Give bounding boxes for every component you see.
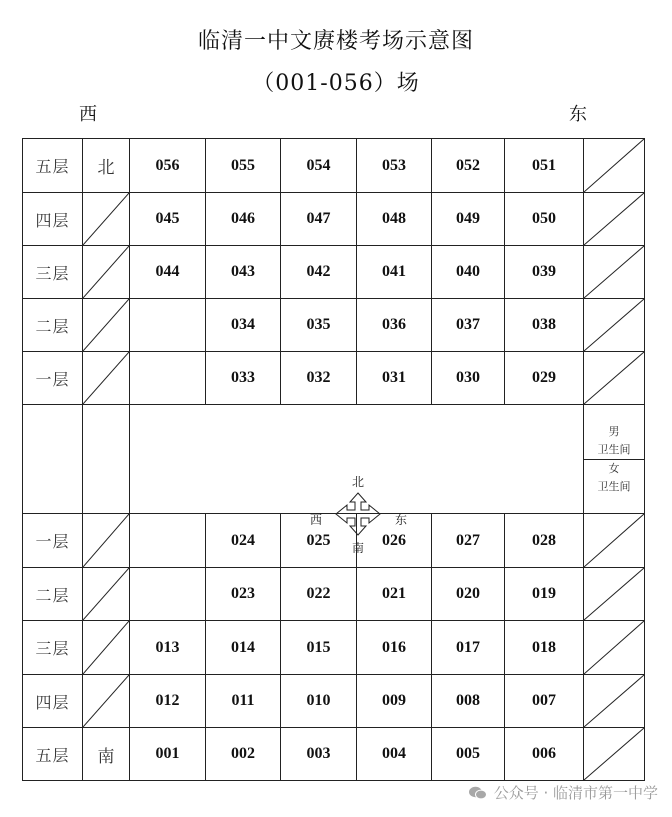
stairwell-cell — [83, 675, 130, 728]
compass-west-label: 西 — [310, 513, 323, 527]
slash-icon — [83, 299, 129, 351]
exam-room-number: 055 — [206, 139, 281, 193]
exam-room-number: 043 — [206, 246, 281, 299]
slash-icon — [584, 728, 644, 780]
orientation-label: 南 — [83, 728, 130, 781]
male-restroom-gender: 男 — [608, 424, 620, 438]
slash-icon — [83, 621, 129, 674]
exam-room-number: 009 — [357, 675, 432, 728]
slash-icon — [83, 352, 129, 404]
lower-floors — [23, 514, 645, 781]
exam-room-number: 042 — [281, 246, 357, 299]
slash-icon — [584, 299, 644, 351]
exam-room-number: 013 — [130, 621, 206, 675]
stairwell-cell — [584, 139, 645, 193]
exam-room-number: 040 — [432, 246, 505, 299]
floor-row — [23, 568, 645, 621]
exam-room-number: 008 — [432, 675, 505, 728]
empty-cell — [130, 514, 206, 568]
floor-row — [23, 352, 645, 405]
exam-room-number: 011 — [206, 675, 281, 728]
male-restroom — [584, 423, 644, 459]
exam-room-number: 035 — [281, 299, 357, 352]
floor-label: 五层 — [23, 728, 83, 781]
stairwell-cell — [584, 675, 645, 728]
exam-room-number: 012 — [130, 675, 206, 728]
exam-room-number: 024 — [206, 514, 281, 568]
slash-icon — [584, 139, 644, 192]
exam-room-number: 027 — [432, 514, 505, 568]
floor-label: 二层 — [23, 568, 83, 621]
page-title: 临清一中文赓楼考场示意图 — [197, 29, 474, 54]
slash-icon — [584, 568, 644, 620]
orientation-label: 北 — [83, 139, 130, 193]
male-restroom-label: 卫生间 — [597, 442, 631, 456]
exam-room-number: 034 — [206, 299, 281, 352]
exam-room-number: 026 — [357, 514, 432, 568]
slash-icon — [83, 246, 129, 298]
stairwell-cell — [584, 514, 645, 568]
exam-room-number: 007 — [505, 675, 584, 728]
compass-north-label: 北 — [352, 475, 365, 489]
floor-label: 三层 — [23, 621, 83, 675]
exam-room-number: 038 — [505, 299, 584, 352]
stairwell-cell — [584, 621, 645, 675]
exam-room-number: 001 — [130, 728, 206, 781]
slash-icon — [584, 246, 644, 298]
exam-room-number: 005 — [432, 728, 505, 781]
floor-row — [23, 728, 645, 781]
courtyard-blank-left — [23, 405, 83, 514]
stairwell-cell — [83, 621, 130, 675]
exam-room-number: 051 — [505, 139, 584, 193]
stairwell-cell — [584, 568, 645, 621]
floor-label: 四层 — [23, 675, 83, 728]
slash-icon — [83, 193, 129, 245]
floor-row — [23, 139, 645, 193]
slash-icon — [83, 514, 129, 567]
exam-room-number: 006 — [505, 728, 584, 781]
exam-room-number: 028 — [505, 514, 584, 568]
exam-room-number: 053 — [357, 139, 432, 193]
slash-icon — [584, 621, 644, 674]
courtyard-blank-left2 — [83, 405, 130, 514]
exam-room-number: 050 — [505, 193, 584, 246]
compass-east-label: 东 — [395, 513, 408, 527]
floor-label: 一层 — [23, 352, 83, 405]
exam-room-number: 018 — [505, 621, 584, 675]
floor-label: 四层 — [23, 193, 83, 246]
exam-room-number: 054 — [281, 139, 357, 193]
empty-cell — [130, 352, 206, 405]
floor-label: 二层 — [23, 299, 83, 352]
female-restroom — [584, 459, 644, 496]
slash-icon — [584, 514, 644, 567]
watermark — [468, 782, 658, 803]
slash-icon — [584, 675, 644, 727]
exam-room-number: 047 — [281, 193, 357, 246]
exam-room-number: 021 — [357, 568, 432, 621]
exam-room-number: 041 — [357, 246, 432, 299]
exam-room-number: 010 — [281, 675, 357, 728]
exam-room-table — [22, 138, 645, 781]
stairwell-cell — [584, 246, 645, 299]
exam-room-number: 056 — [130, 139, 206, 193]
stairwell-cell — [83, 299, 130, 352]
female-restroom-gender: 女 — [608, 461, 620, 475]
exam-room-number: 037 — [432, 299, 505, 352]
exam-room-number: 033 — [206, 352, 281, 405]
floor-row — [23, 514, 645, 568]
empty-cell — [130, 299, 206, 352]
exam-room-number: 045 — [130, 193, 206, 246]
exam-room-number: 046 — [206, 193, 281, 246]
floor-label: 一层 — [23, 514, 83, 568]
slash-icon — [83, 675, 129, 727]
slash-icon — [584, 352, 644, 404]
watermark-text: 公众号 · 临清市第一中学 — [493, 784, 658, 802]
floor-label: 三层 — [23, 246, 83, 299]
direction-west: 西 — [79, 104, 97, 125]
compass-south-label: 南 — [352, 541, 365, 555]
exam-room-number: 048 — [357, 193, 432, 246]
exam-room-number: 029 — [505, 352, 584, 405]
exam-room-number: 052 — [432, 139, 505, 193]
floor-row — [23, 621, 645, 675]
wechat-icon — [468, 785, 488, 801]
stairwell-cell — [83, 246, 130, 299]
exam-room-number: 004 — [357, 728, 432, 781]
exam-room-number: 031 — [357, 352, 432, 405]
empty-cell — [130, 568, 206, 621]
exam-room-number: 019 — [505, 568, 584, 621]
exam-room-number: 023 — [206, 568, 281, 621]
stairwell-cell — [584, 352, 645, 405]
exam-room-number: 016 — [357, 621, 432, 675]
floor-row — [23, 246, 645, 299]
exam-room-number: 002 — [206, 728, 281, 781]
exam-room-number: 036 — [357, 299, 432, 352]
stairwell-cell — [83, 352, 130, 405]
exam-room-number: 049 — [432, 193, 505, 246]
slash-icon — [83, 568, 129, 620]
exam-room-number: 020 — [432, 568, 505, 621]
stairwell-cell — [83, 568, 130, 621]
exam-room-number: 025 — [281, 514, 357, 568]
upper-floors — [23, 139, 645, 405]
exam-room-number: 003 — [281, 728, 357, 781]
stairwell-cell — [584, 193, 645, 246]
exam-room-number: 015 — [281, 621, 357, 675]
exam-room-number: 032 — [281, 352, 357, 405]
exam-room-number: 017 — [432, 621, 505, 675]
exam-room-number: 039 — [505, 246, 584, 299]
floor-row — [23, 193, 645, 246]
exam-room-number: 014 — [206, 621, 281, 675]
floor-row — [23, 299, 645, 352]
stairwell-cell — [584, 728, 645, 781]
female-restroom-label: 卫生间 — [597, 479, 631, 493]
exam-room-number: 044 — [130, 246, 206, 299]
slash-icon — [584, 193, 644, 245]
direction-east: 东 — [569, 104, 587, 125]
floor-row — [23, 675, 645, 728]
exam-room-number: 030 — [432, 352, 505, 405]
stairwell-cell — [584, 299, 645, 352]
floor-label: 五层 — [23, 139, 83, 193]
page-subtitle: （001-056）场 — [252, 71, 420, 96]
stairwell-cell — [83, 514, 130, 568]
stairwell-cell — [83, 193, 130, 246]
restrooms — [584, 405, 645, 514]
exam-room-number: 022 — [281, 568, 357, 621]
